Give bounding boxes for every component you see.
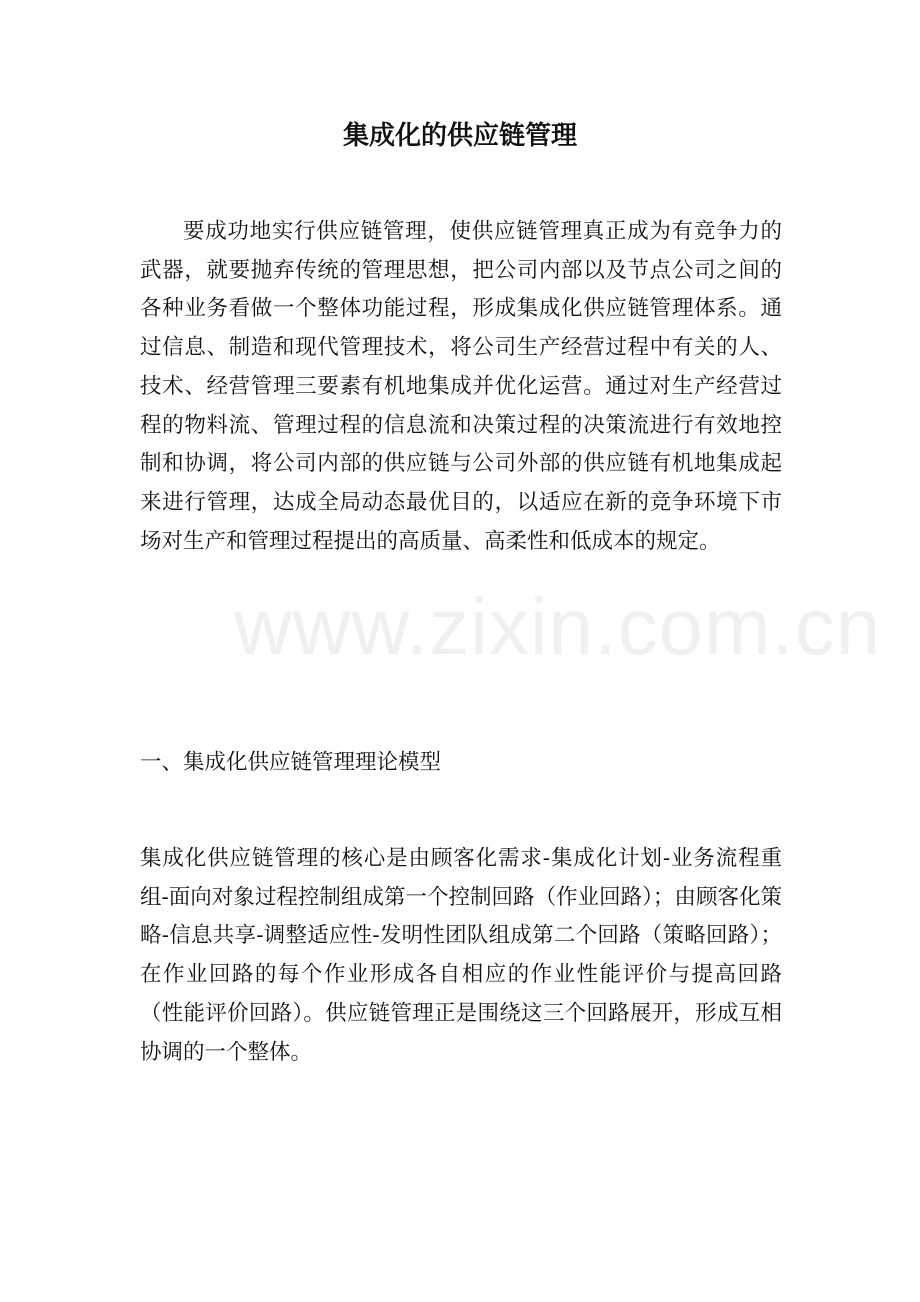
- section-heading: 一、集成化供应链管理理论模型: [140, 750, 442, 775]
- document-title: 集成化的供应链管理: [342, 121, 577, 151]
- intro-paragraph: 要成功地实行供应链管理，使供应链管理真正成为有竞争力的武器，就要抛弃传统的管理思想，把公司内部以及节点公司之间的各种业务看做一个整体功能过程，形成集成化供应链管理体系。通过信息、制造和现代管理技术，将公司生产经营过程中有关的人、技术、经营管理三要素有机地集成并优化运营。通过对生产经营过程的物料流、管理过程的信息流和决策过程的决策流进行有效地控制和协调，将公司内部的供应链与公司外部的供应链有机地集成起来进行管理，达成全局动态最优目的，以适应在新的竞争环境下市场对生产和管理过程提出的高质量、高柔性和低成本的规定。: [140, 219, 782, 554]
- model-paragraph: 集成化供应链管理的核心是由顾客化需求-集成化计划-业务流程重组-面向对象过程控制组成第一个控制回路（作业回路）；由顾客化策略-信息共享-调整适应性-发明性团队组成第二个回路（策略回路）；在作业回路的每个作业形成各自相应的作业性能评价与提高回路（性能评价回路）。供应链管理正是围绕这三个回路展开，形成互相协调的一个整体。: [140, 846, 782, 1065]
- watermark-text: www.zixin.com.cn: [234, 582, 882, 671]
